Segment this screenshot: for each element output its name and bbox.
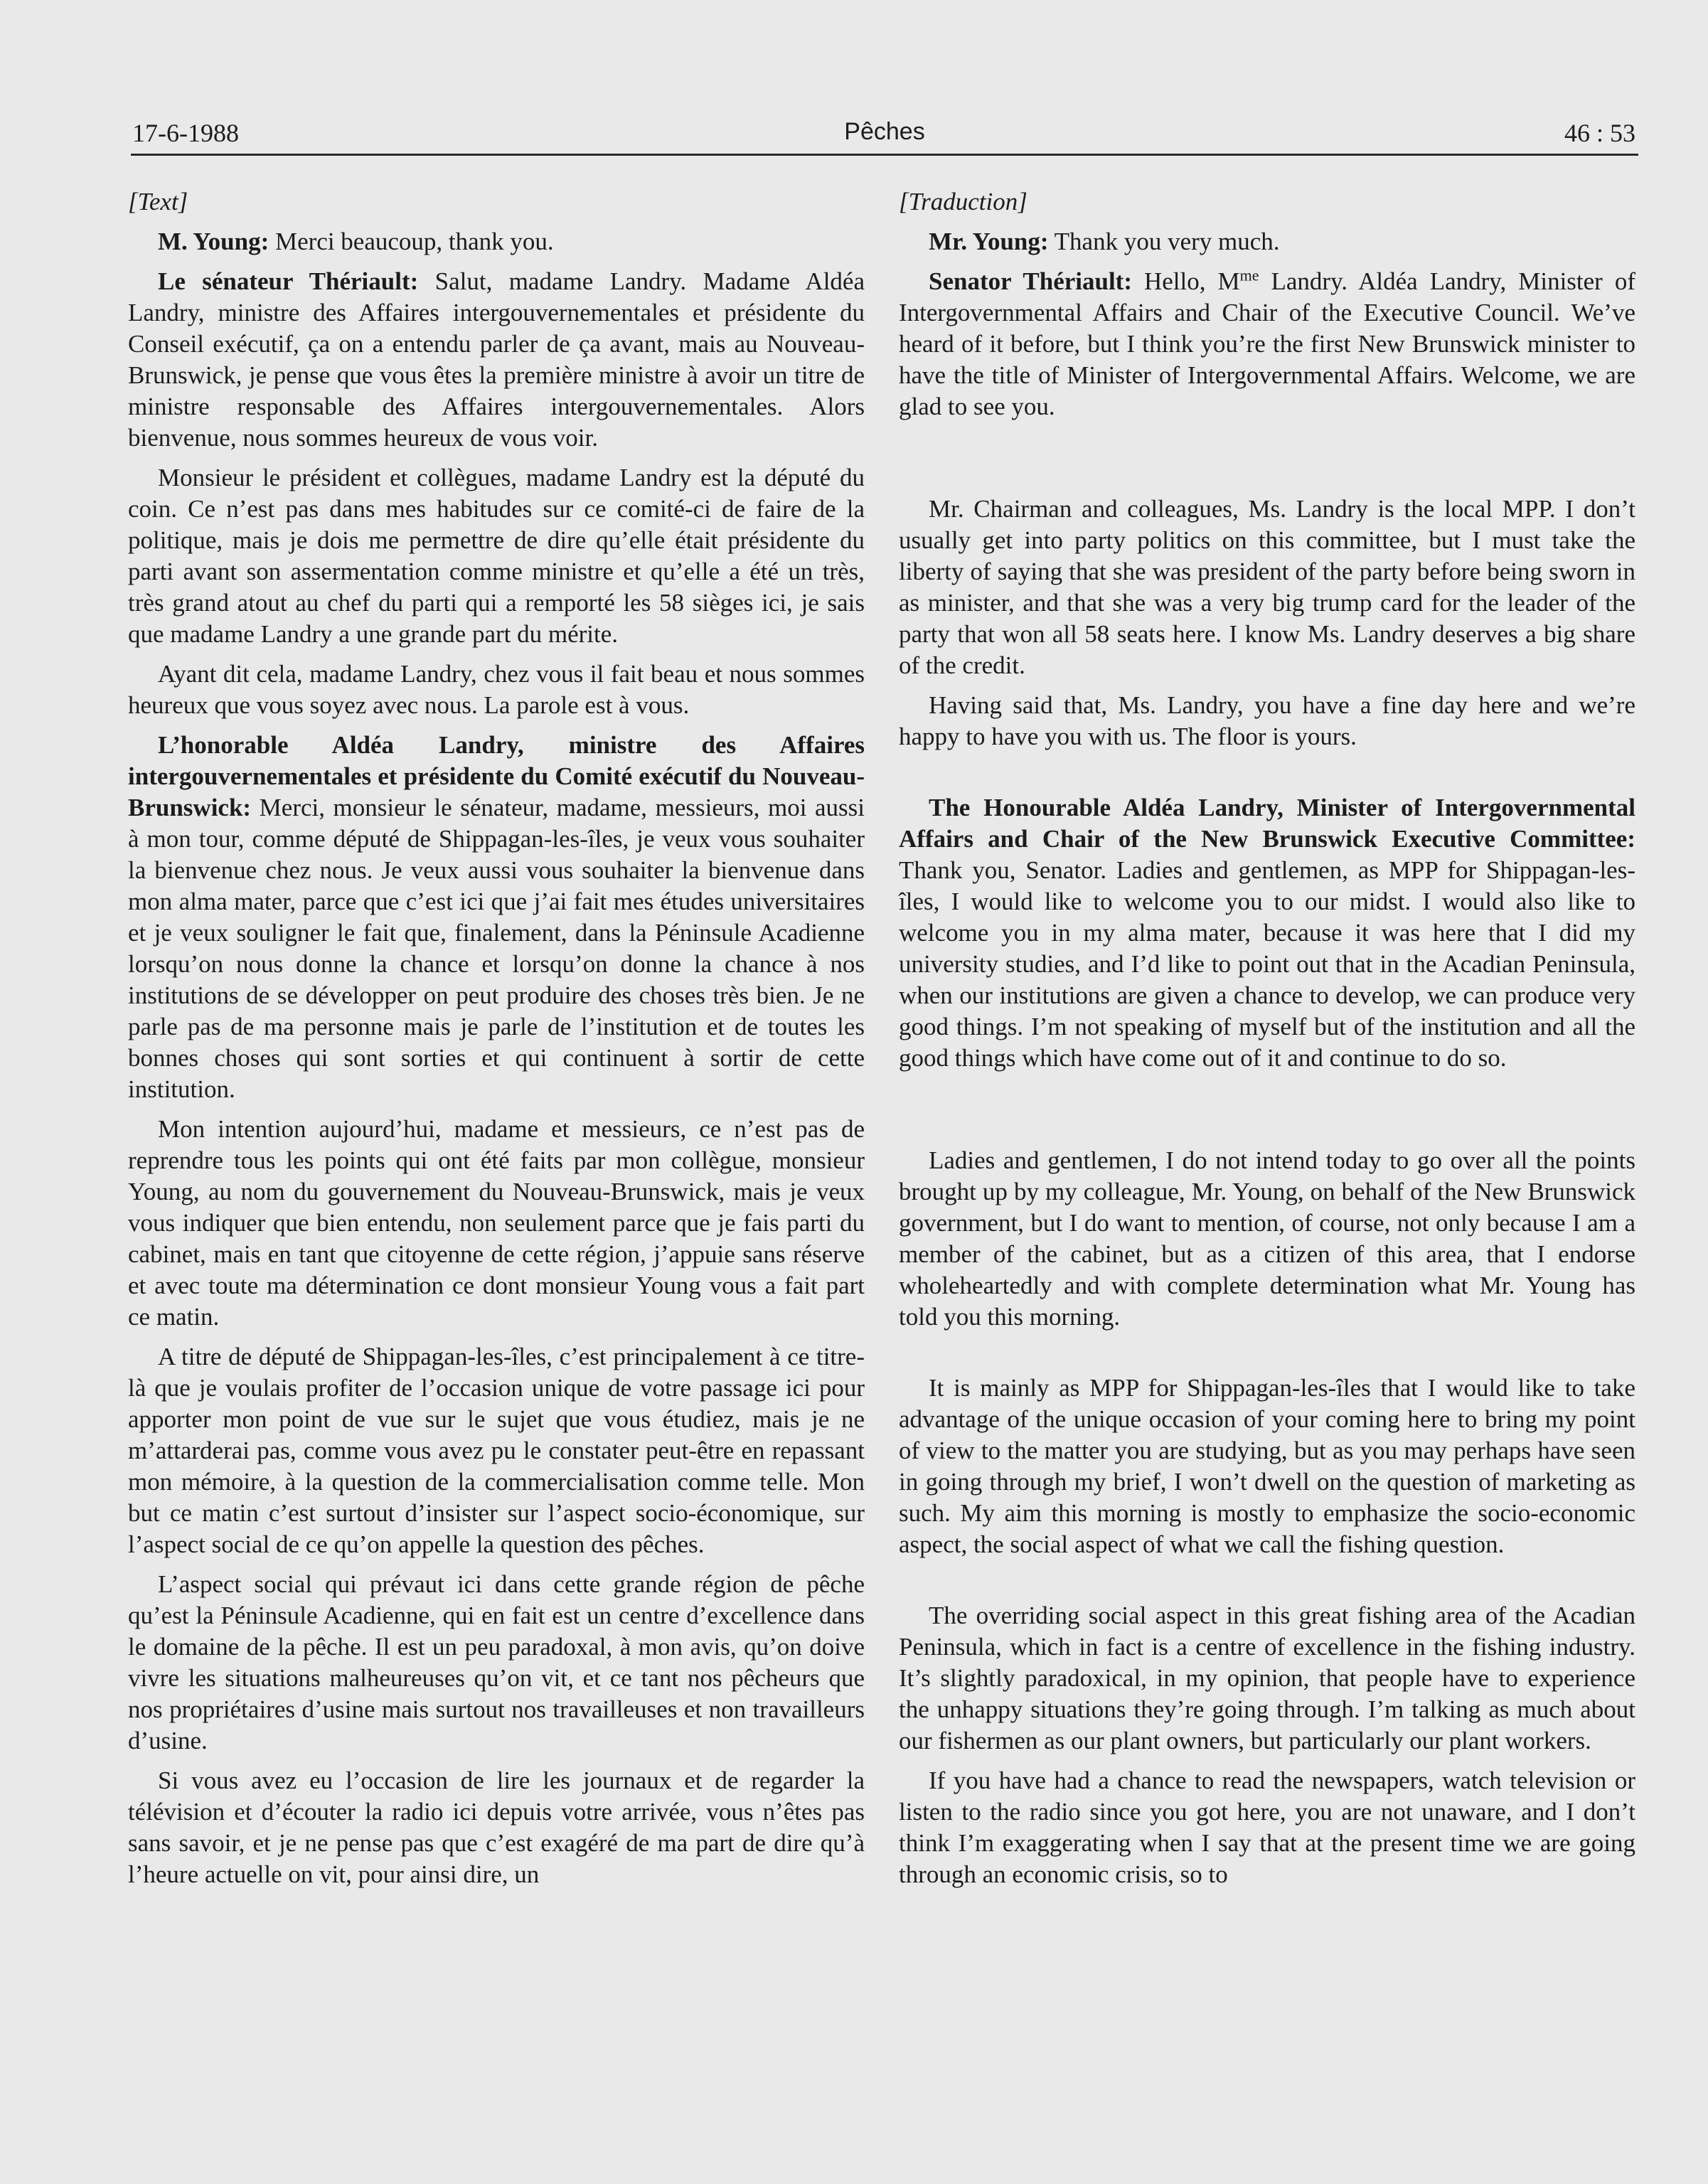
header-page-number: 46 : 53 [1564, 119, 1635, 147]
paragraph [899, 494, 1635, 681]
language-label: [Traduction] [899, 188, 1028, 215]
speaker-name: Mr. Young: [929, 228, 1049, 255]
paragraph [899, 1600, 1635, 1757]
paragraph [128, 659, 865, 721]
paragraph-text: If you have had a chance to read the newspapers, watch television or listen to the radio since you got here, you are not unaware, and I don’t think I’m exaggerating when I say that at the present time we are going through an economic crisis, so to [899, 1767, 1635, 1888]
paragraph-text: Merci, monsieur le sénateur, madame, messieurs, moi aussi à mon tour, comme député de Shippagan-les-îles, je veux vous souhaiter la bienvenue chez nous. Je veux aussi vous souhaiter la bienvenue dans mon alma mater, parce que c’est ici que j’ai fait mes études universitaires et je veux souligner le fait que, finalement, dans la Péninsule Acadienne lorsqu’on nous donne la chance et lorsqu’on donne la chance à nos institutions de se développer on peut produire des choses très bien. Je ne parle pas de ma personne mais je parle de l’institution et de toutes les bonnes choses qui sont sorties et qui continuent à sortir de cette institution. [128, 794, 865, 1103]
paragraph-text: Si vous avez eu l’occasion de lire les journaux et de regarder la télévision et d’écouter la radio ici depuis votre arrivée, vous n’êtes pas sans savoir, et je ne pense pas que c’est exagéré de ma part de dire qu’à l’heure actuelle on vit, pour ainsi dire, un [128, 1767, 865, 1888]
header-title: Pêches [844, 118, 925, 145]
paragraph-text: Having said that, Ms. Landry, you have a fine day here and we’re happy to have you with us. The floor is yours. [899, 691, 1635, 750]
header-date: 17-6-1988 [132, 119, 239, 147]
paragraph-text: Merci beaucoup, thank you. [269, 228, 554, 255]
superscript: me [1239, 266, 1259, 284]
paragraph [899, 792, 1635, 1074]
language-label: [Text] [128, 188, 188, 215]
paragraph [899, 1373, 1635, 1560]
french-column [128, 186, 865, 1890]
paragraph-text: Thank you very much. [1048, 228, 1280, 255]
speaker-name: Le sénateur Thériault: [158, 267, 419, 295]
speaker-name: Senator Thériault: [929, 267, 1132, 295]
paragraph-text: The overriding social aspect in this great fishing area of the Acadian Peninsula, which in fact is a centre of excellence in the fishing industry. It’s slightly paradoxical, in my opinion, that people have to experience the unhappy situations they’re going through. I’m talking as much about our fishermen as our plant owners, but particularly our plant workers. [899, 1602, 1635, 1754]
paragraph [128, 266, 865, 454]
paragraph [128, 1569, 865, 1757]
paragraph-text: Mon intention aujourd’hui, madame et messieurs, ce n’est pas de reprendre tous les points qui ont été faits par mon collègue, monsieur Young, au nom du gouvernement du Nouveau-Brunswick, mais je veux vous indiquer que bien entendu, non seulement parce que je fais parti du cabinet, mais en tant que citoyenne de cette région, j’appuie sans réserve et avec toute ma détermination ce dont monsieur Young vous a fait part ce matin. [128, 1115, 865, 1331]
paragraph-text: A titre de député de Shippagan-les-îles, c’est principalement à ce titre-là que je voulais profiter de l’occasion unique de votre passage ici pour apporter mon point de vue sur le sujet que vous étudiez, mais je ne m’attarderai pas, comme vous avez pu le constater peut-être en repassant mon mémoire, à la question de la commercialisation comme telle. Mon but ce matin c’est surtout d’insister sur l’aspect socio-économique, sur l’aspect social de ce qu’on appelle la question des pêches. [128, 1343, 865, 1558]
paragraph-text: Salut, madame Landry. Madame Aldéa Landry, ministre des Affaires intergouvernementales et présidente du Conseil exécutif, ça on a entendu parler de ça avant, mais au Nouveau-Brunswick, je pense que vous êtes la première ministre à avoir un titre de ministre responsable des Affaires intergouvernementales. Alors bienvenue, nous sommes heureux de vous voir. [128, 267, 865, 452]
paragraph-text: Mr. Chairman and colleagues, Ms. Landry is the local MPP. I don’t usually get into party politics on this committee, but I must take the liberty of saying that she was president of the party before being sworn in as minister, and that she was a very big trump card for the leader of the party that won all 58 seats here. I know Ms. Landry deserves a big share of the credit. [899, 495, 1635, 679]
paragraph-text: It is mainly as MPP for Shippagan-les-îles that I would like to take advantage of the unique occasion of your coming here to bring my point of view to the matter you are studying, but as you may perhaps have seen in going through my brief, I won’t dwell on the question of marketing as such. My aim this morning is mostly to emphasize the socio-economic aspect, the social aspect of what we call the fishing question. [899, 1374, 1635, 1558]
paragraph [899, 1145, 1635, 1333]
paragraph-text: Ayant dit cela, madame Landry, chez vous il fait beau et nous sommes heureux que vous soyez avec nous. La parole est à vous. [128, 660, 865, 719]
paragraph-text: L’aspect social qui prévaut ici dans cette grande région de pêche qu’est la Péninsule Acadienne, qui en fait est un centre d’excellence dans le domaine de la pêche. Il est un peu paradoxal, à mon avis, qu’on doive vivre les situations malheureuses qu’on vit, et ce tant nos pêcheurs que nos propriétaires d’usine mais surtout nos travailleuses et non travailleurs d’usine. [128, 1570, 865, 1754]
english-column [899, 186, 1635, 1890]
paragraph-text: Ladies and gentlemen, I do not intend today to go over all the points brought up by my colleague, Mr. Young, on behalf of the New Brunswick government, but I do want to mention, of course, not only because I am a member of the cabinet, but as a citizen of this area, that I endorse wholeheartedly and with complete determination what Mr. Young has told you this morning. [899, 1146, 1635, 1331]
speaker-name: The Honourable Aldéa Landry, Minister of Intergovernmental Affairs and Chair of the New Brunswick Executive Committee: [899, 794, 1635, 853]
paragraph [128, 226, 865, 257]
paragraph [128, 730, 865, 1105]
paragraph [899, 226, 1635, 257]
paragraph [128, 462, 865, 650]
paragraph [899, 266, 1635, 422]
speaker-name: L’honorable Aldéa Landry, ministre des Affaires intergouvernementales et présidente du Comité exécutif du Nouveau-Brunswick: [128, 731, 865, 821]
paragraph [128, 1341, 865, 1560]
paragraph-text: Hello, M [1132, 267, 1240, 295]
paragraph-text: Monsieur le président et collègues, madame Landry est la député du coin. Ce n’est pas dans mes habitudes sur ce comité-ci de faire de la politique, mais je dois me permettre de dire qu’elle était présidente du parti avant son assermentation comme ministre et qu’elle a été un très, très grand atout au chef du parti qui a remporté les 58 sièges ici, je sais que madame Landry a une grande part du mérite. [128, 464, 865, 648]
paragraph-text: Thank you, Senator. Ladies and gentlemen, as MPP for Shippagan-les-îles, I would like to welcome you to our midst. I would also like to welcome you in my alma mater, because it was here that I did my university studies, and I’d like to point out that in the Acadian Peninsula, when our institutions are given a chance to develop, we can produce very good things. I’m not speaking of myself but of the institution and all the good things which have come out of it and continue to do so. [899, 856, 1635, 1072]
paragraph [128, 1114, 865, 1333]
paragraph [128, 1765, 865, 1890]
paragraph [899, 690, 1635, 752]
paragraph-text: Landry. Aldéa Landry, Minister of Intergovernmental Affairs and Chair of the Executive Council. We’ve heard of it before, but I think you’re the first New Brunswick minister to have the title of Minister of Intergovernmental Affairs. Welcome, we are glad to see you. [899, 267, 1635, 420]
speaker-name: M. Young: [158, 228, 269, 255]
paragraph [899, 1765, 1635, 1890]
page-header [131, 114, 1638, 156]
